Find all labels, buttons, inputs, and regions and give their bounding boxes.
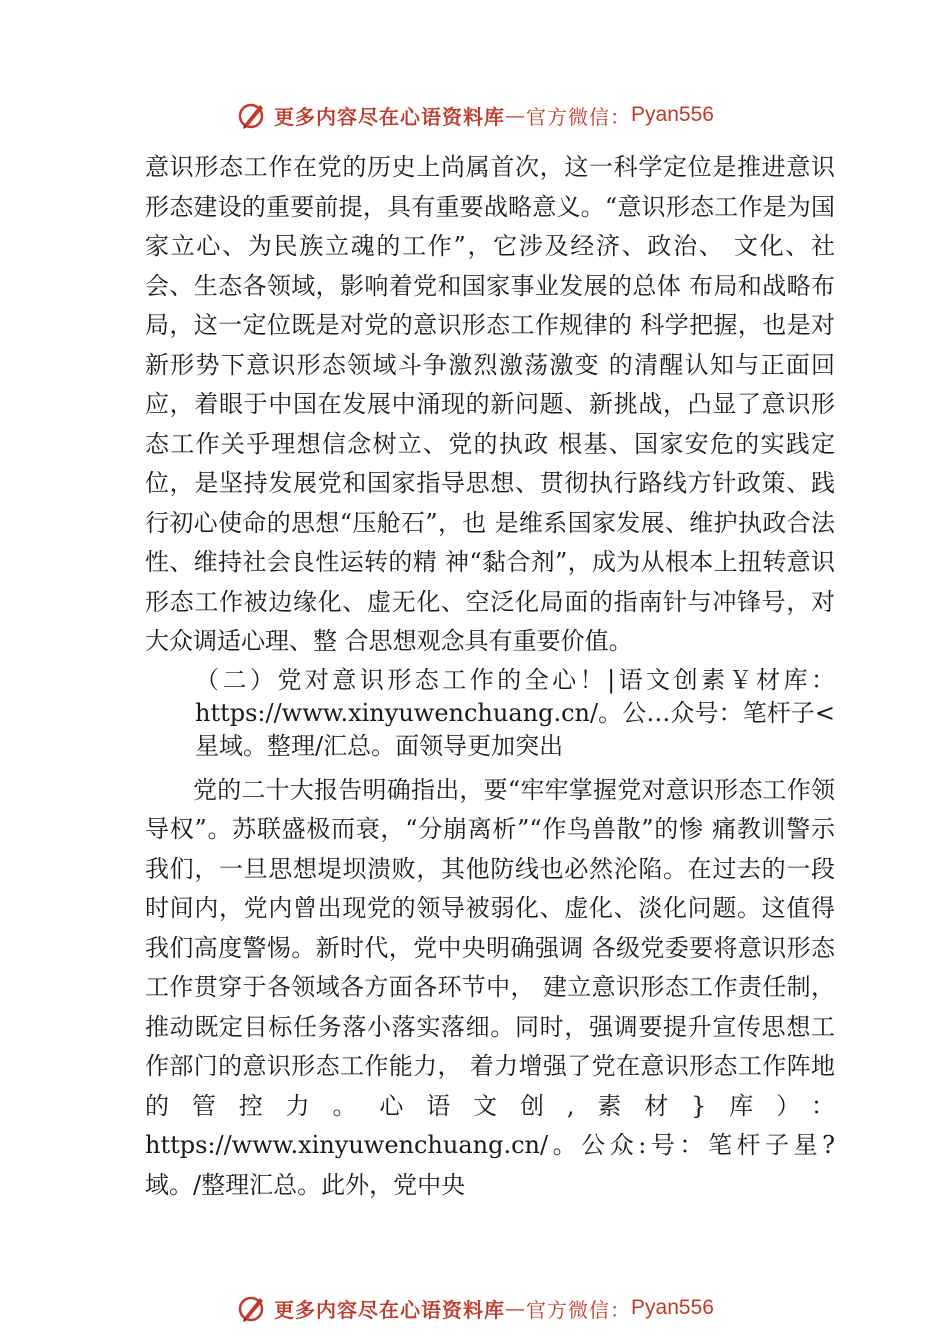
paragraph-1: 意识形态工作在党的历史上尚属首次，这一科学定位是推进意识形态建设的重要前提，具有重要战略意义。“意识形态工作是为国家立心、为民族立魂的工作”，它涉及经济、政治、 文化、社会、生态各领域，影响着党和国家事业发展的总体 布局和战略布局，这一定位既是对党的意识形态工作规律的 科学把握，也是对新形势下意识形态领域斗争激烈激荡激变 的清醒认知与正面回应，着眼于中国在发展中涌现的新问题、新挑战，凸显了意识形态工作关乎理想信念树立、党的执政 根基、国家安危的实践定位，是坚持发展党和国家指导思想、贯彻执行路线方针政策、践行初心使命的思想“压舱石”，也 是维系国家发展、维护执政合法性、维持社会良性运转的精 神“黏合剂”，成为从根本上扭转意识形态工作被边缘化、虚无化、空泛化局面的指南针与冲锋号，对大众调适心理、整 合思想观念具有重要价值。 (145, 153, 835, 655)
banner-separator: — (505, 103, 527, 127)
pen-on-circle-icon (236, 1292, 268, 1324)
header-banner (0, 95, 950, 135)
banner-separator: — (505, 1296, 527, 1320)
banner-wechat-id: Pyan556 (631, 1296, 714, 1319)
banner-wechat-id: Pyan556 (631, 103, 714, 126)
banner-brand: 更多内容尽在心语资料库 (274, 1297, 506, 1322)
banner-wechat-label: 官方微信： (526, 104, 632, 129)
banner-brand: 更多内容尽在心语资料库 (274, 104, 506, 129)
document-body (145, 148, 835, 1205)
section-heading-2: （二）党对意识形态工作的全心！|语文创素￥材库：https://www.xinyuwenchuang.cn/。公…众号：笔杆子<星域。整理/汇总。面领导更加突出 (195, 665, 835, 760)
pen-on-circle-icon (236, 99, 268, 131)
banner-wechat-label: 官方微信： (526, 1297, 632, 1322)
footer-banner (0, 1288, 950, 1328)
paragraph-2: 党的二十大报告明确指出，要“牢牢掌握党对意识形态工作领导权”。苏联盛极而衰，“分崩离析”“作鸟兽散”的惨 痛教训警示我们，一旦思想堤坝溃败，其他防线也必然沦陷。在过去的一段时间内，党内曾出现党的领导被弱化、虚化、淡化问题。这值得我们高度警惕。新时代，党中央明确强调 各级党委要将意识形态工作贯穿于各领域各方面各环节中， 建立意识形态工作责任制，推动既定目标任务落小落实落细。同时，强调要提升宣传思想工作部门的意识形态工作能力， 着力增强了党在意识形态工作阵地的管控力。心语文创,素材}库）：https://www.xinyuwenchuang.cn/。公众:号：笔杆子星?域。/整理汇总。此外，党中央 (145, 775, 835, 1199)
